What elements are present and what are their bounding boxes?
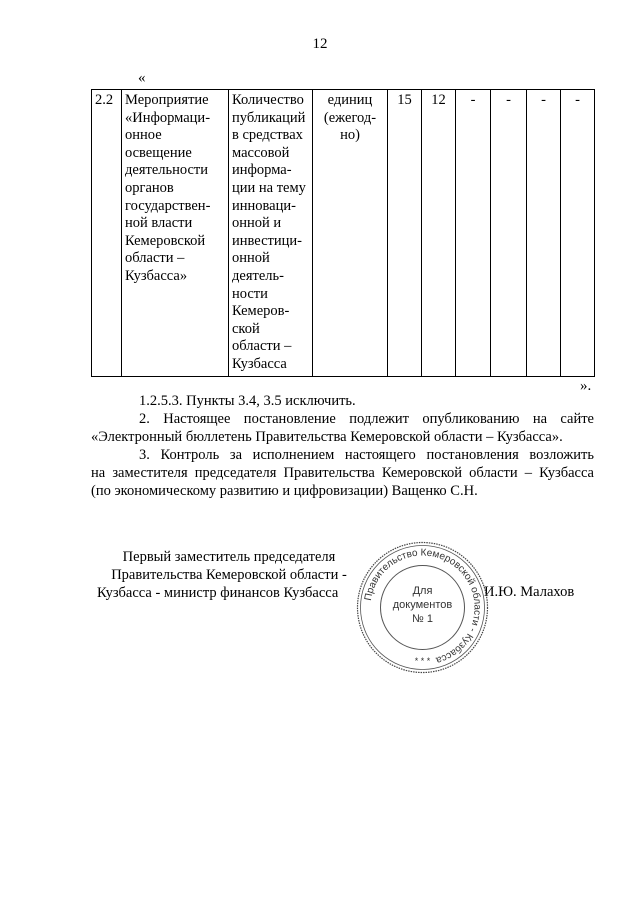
- unit-line: но): [340, 127, 360, 144]
- value-cell: -: [456, 90, 491, 377]
- page-number: 12: [312, 36, 328, 52]
- event-line: органов: [125, 179, 174, 196]
- signer-name: И.Ю. Малахов: [484, 584, 575, 600]
- stamp-center-line-3: № 1: [412, 613, 433, 625]
- event-line: области –: [125, 250, 185, 267]
- indicator-line: Кемеров-: [232, 303, 290, 320]
- close-quote-mark: ».: [580, 378, 592, 394]
- stamp-seal-icon: [355, 540, 490, 675]
- event-line: Кузбасса»: [125, 267, 188, 284]
- indicator-line: в средствах: [232, 127, 303, 144]
- stamp-stars: * * *: [414, 656, 431, 666]
- signer-title-line-3: Кузбасса - министр финансов Кузбасса: [97, 585, 339, 601]
- indicator-line: ции на тему: [232, 179, 306, 196]
- stamp-center-line-1: Для: [412, 585, 433, 597]
- event-line: Мероприятие: [125, 92, 209, 108]
- event-line: Кемеровской: [125, 232, 206, 249]
- paragraph-2-line-1: 2. Настоящее постановление подлежит опубликованию на сайте: [139, 411, 594, 427]
- open-quote-mark: «: [138, 70, 146, 86]
- event-line: ной власти: [125, 215, 193, 232]
- event-line: «Информаци-: [125, 109, 211, 126]
- paragraph-3-line-2: на заместителя председателя Правительства Кемеровской области – Кузбасса: [91, 465, 594, 481]
- event-line: освещение: [125, 144, 192, 161]
- indicator-line: Кузбасса: [232, 355, 287, 372]
- event-line: государствен-: [125, 197, 211, 214]
- indicator-line: массовой: [232, 144, 290, 161]
- indicator-line: Количество: [232, 92, 304, 108]
- value-cell: -: [527, 90, 561, 377]
- unit-cell: [313, 90, 388, 377]
- unit-line: (ежегод-: [323, 109, 377, 126]
- row-number: 2.2: [92, 90, 122, 377]
- stamp-ring-text: Правительство Кемеровской области - Кузбасса: [362, 547, 483, 666]
- signer-title-line-2: Правительства Кемеровской области -: [111, 567, 347, 583]
- paragraph-3-line-1: 3. Контроль за исполнением настоящего постановления возложить: [139, 447, 594, 463]
- indicator-line: деятель-: [232, 267, 284, 284]
- indicator-line: ской: [232, 320, 260, 337]
- indicator-line: онной: [232, 250, 270, 267]
- paragraph-3-line-3: (по экономическому развитию и цифровизации) Ващенко С.Н.: [91, 483, 478, 499]
- measures-table: [91, 89, 595, 377]
- value-cell: -: [561, 90, 595, 377]
- signer-title-line-1: Первый заместитель председателя: [122, 549, 336, 565]
- event-cell: [122, 90, 229, 377]
- indicator-line: инвестици-: [232, 232, 302, 249]
- unit-line: единиц: [327, 92, 373, 108]
- indicator-line: ности: [232, 285, 268, 302]
- value-cell: 15: [388, 90, 422, 377]
- event-line: онное: [125, 127, 162, 144]
- value-cell: 12: [422, 90, 456, 377]
- indicator-line: области –: [232, 338, 292, 355]
- indicator-line: публикаций: [232, 109, 306, 126]
- indicator-line: информа-: [232, 162, 292, 179]
- paragraph-1: 1.2.5.3. Пункты 3.4, 3.5 исключить.: [139, 393, 356, 409]
- indicator-line: онной и: [232, 215, 282, 232]
- value-cell: -: [491, 90, 527, 377]
- event-line: деятельности: [125, 162, 209, 179]
- official-stamp: [355, 540, 490, 675]
- table-row: [92, 90, 595, 377]
- indicator-cell: [229, 90, 313, 377]
- indicator-line: инноваци-: [232, 197, 296, 214]
- stamp-center-line-2: документов: [392, 599, 453, 611]
- paragraph-2-line-2: «Электронный бюллетень Правительства Кемеровской области – Кузбасса».: [91, 429, 563, 445]
